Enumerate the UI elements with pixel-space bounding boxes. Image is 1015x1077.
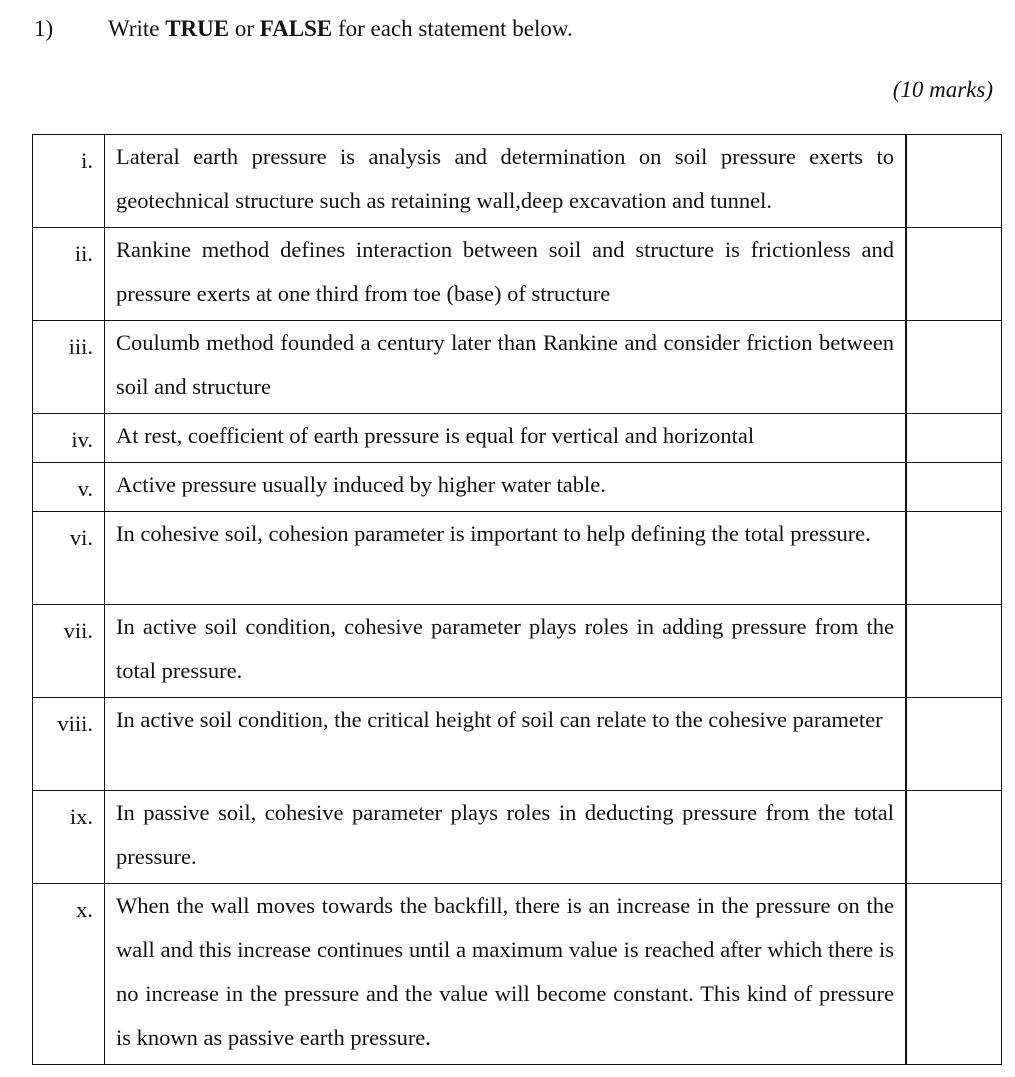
instruction-part: or — [229, 16, 260, 41]
question-header — [34, 12, 995, 46]
statement-text: Rankine method defines interaction between soil and structure is frictionless and pressure exerts at one third from toe (base) of structure — [105, 228, 907, 321]
statement-number: ii. — [33, 228, 105, 321]
statement-row — [33, 414, 1002, 463]
answer-box[interactable] — [906, 512, 1002, 605]
statement-number: i. — [33, 135, 105, 228]
answer-box[interactable] — [906, 884, 1002, 1065]
statement-row — [33, 791, 1002, 884]
answer-box[interactable] — [906, 791, 1002, 884]
statement-number: iv. — [33, 414, 105, 463]
statement-text: Active pressure usually induced by higher water table. — [105, 463, 907, 512]
answer-box[interactable] — [906, 698, 1002, 791]
statement-text: When the wall moves towards the backfill, there is an increase in the pressure on the wall and this increase continues until a maximum value is reached after which there is no increase in the pressure and the value will become constant. This kind of pressure is known as passive earth pressure. — [105, 884, 907, 1065]
instruction-part-bold: FALSE — [259, 16, 333, 41]
statement-text: In cohesive soil, cohesion parameter is important to help defining the total pressure. — [105, 512, 907, 605]
statement-text: Lateral earth pressure is analysis and determination on soil pressure exerts to geotechnical structure such as retaining wall,deep excavation and tunnel. — [105, 135, 907, 228]
statement-row — [33, 698, 1002, 791]
answer-box[interactable] — [906, 605, 1002, 698]
statement-number: viii. — [33, 698, 105, 791]
statements-table — [32, 134, 1002, 1065]
answer-box[interactable] — [906, 228, 1002, 321]
answer-box[interactable] — [906, 321, 1002, 414]
answer-box[interactable] — [906, 414, 1002, 463]
answer-box[interactable] — [906, 463, 1002, 512]
statement-number: iii. — [33, 321, 105, 414]
statement-row — [33, 605, 1002, 698]
instruction-part: Write — [108, 16, 166, 41]
statement-number: ix. — [33, 791, 105, 884]
marks-label: (10 marks) — [892, 77, 993, 102]
statement-text: In active soil condition, the critical height of soil can relate to the cohesive parameter — [105, 698, 907, 791]
statement-row — [33, 135, 1002, 228]
answer-box[interactable] — [906, 135, 1002, 228]
statement-row — [33, 512, 1002, 605]
question-number: 1) — [34, 16, 54, 41]
instruction-part-bold: TRUE — [165, 16, 230, 41]
statement-text: At rest, coefficient of earth pressure is equal for vertical and horizontal — [105, 414, 907, 463]
statement-row — [33, 228, 1002, 321]
statement-number: x. — [33, 884, 105, 1065]
statement-number: vii. — [33, 605, 105, 698]
statement-text: In active soil condition, cohesive parameter plays roles in adding pressure from the total pressure. — [105, 605, 907, 698]
statement-text: In passive soil, cohesive parameter plays roles in deducting pressure from the total pressure. — [105, 791, 907, 884]
statement-row — [33, 884, 1002, 1065]
statement-row — [33, 321, 1002, 414]
statement-row — [33, 463, 1002, 512]
instruction-part: for each statement below. — [332, 16, 573, 41]
statement-number: v. — [33, 463, 105, 512]
statement-number: vi. — [33, 512, 105, 605]
question-instruction — [108, 12, 573, 46]
statement-text: Coulumb method founded a century later than Rankine and consider friction between soil and structure — [105, 321, 907, 414]
